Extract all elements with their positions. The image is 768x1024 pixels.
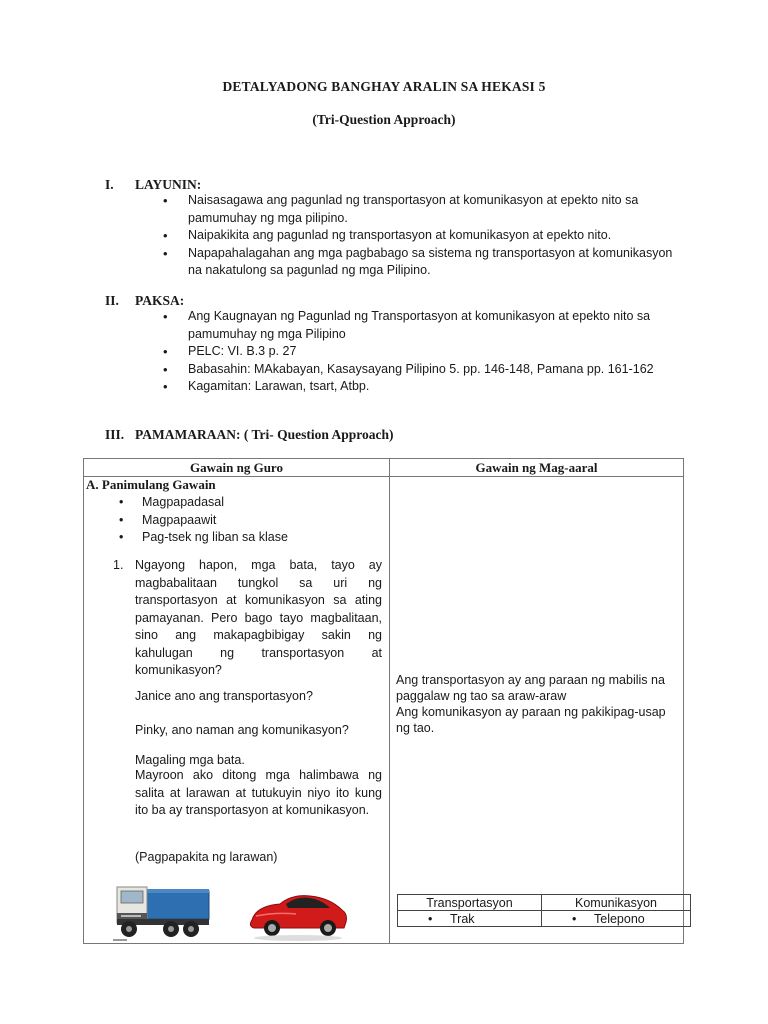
question-pinky: Pinky, ano naman ang komunikasyon?	[135, 723, 349, 737]
list-item: • Magpapaawit	[117, 512, 288, 530]
document-title: DETALYADONG BANGHAY ARALIN SA HEKASI 5	[222, 79, 546, 94]
student-column-header: Gawain ng Mag-aaral	[390, 459, 683, 477]
trak-text: Trak	[450, 911, 475, 926]
section-number: I.	[105, 177, 114, 192]
list-item: • Napapahalagahan ang mga pagbabago sa sistema ng transportasyon at komunikasyon na nakatulong sa pagunlad ng mga Pilipino.	[160, 245, 675, 280]
intro-paragraph	[113, 557, 382, 680]
procedure-table	[83, 458, 684, 944]
intro-text: Ngayong hapon, mga bata, tayo ay magbabalitaan tungkol sa uri ng transportasyon at komunikasyon sa ating pamayanan. Pero bago tayo magbalitaan, sino ang makapagbibigay sakin ng kahulugan ng transportasyon at komunikasyon?	[135, 558, 382, 677]
list-item: • PELC: VI. B.3 p. 27	[160, 343, 675, 361]
examples-paragraph: Mayroon ako ditong mga halimbawa ng salita at larawan at tutukuyin niyo ito kung ito ba ay transportasyon at komunikasyon.	[135, 768, 382, 817]
item-number: 1.	[113, 558, 124, 572]
section-label: LAYUNIN:	[135, 177, 202, 192]
list-item: • Naisasagawa ang pagunlad ng transportasyon at komunikasyon at epekto nito sa pamumuhay ng mga pilipino.	[160, 192, 675, 227]
answer-transportasyon: Ang transportasyon ay ang paraan ng mabilis na paggalaw ng tao sa araw-araw	[396, 673, 665, 703]
list-item: • Babasahin: MAkabayan, Kasaysayang Pilipino 5. pp. 146-148, Pamana pp. 161-162	[160, 361, 675, 379]
dump-truck-image	[113, 875, 213, 945]
paksa-list	[160, 308, 675, 396]
section-label: PAKSA:	[135, 293, 185, 308]
transportasyon-header: Transportasyon	[398, 895, 542, 911]
column-divider	[389, 459, 390, 943]
section-number: II.	[105, 293, 119, 308]
list-item: • Magpapadasal	[117, 494, 288, 512]
list-item: • Naipakikita ang pagunlad ng transportasyon at komunikasyon at epekto nito.	[160, 227, 675, 245]
sports-car-image	[246, 884, 350, 942]
komunikasyon-header: Komunikasyon	[542, 895, 691, 911]
list-item: • Pag-tsek ng liban sa klase	[117, 529, 288, 547]
student-answers	[396, 672, 676, 736]
list-item: • Kagamitan: Larawan, tsart, Atbp.	[160, 378, 675, 396]
document-subtitle: (Tri-Question Approach)	[312, 112, 456, 127]
answer-komunikasyon: Ang komunikasyon ay paraan ng pakikipag-usap ng tao.	[396, 705, 666, 735]
teacher-column-header: Gawain ng Guro	[84, 459, 389, 477]
section-label: PAMAMARAAN: ( Tri- Question Approach)	[135, 427, 394, 442]
activity-list	[117, 494, 288, 547]
question-janice: Janice ano ang transportasyon?	[135, 689, 313, 703]
classification-table	[397, 894, 691, 927]
section-number: III.	[105, 427, 125, 442]
transport-example-cell	[398, 911, 542, 927]
telepono-text: Telepono	[594, 911, 645, 926]
komunikasyon-example-cell	[542, 911, 691, 927]
praise-text: Magaling mga bata.	[135, 753, 245, 767]
showing-pictures-note: (Pagpapakita ng larawan)	[135, 850, 278, 864]
section-a-heading: A. Panimulang Gawain	[86, 477, 216, 492]
layunin-list	[160, 192, 675, 280]
list-item: • Ang Kaugnayan ng Pagunlad ng Transportasyon at komunikasyon at epekto nito sa pamumuhay ng mga Pilipino	[160, 308, 675, 343]
